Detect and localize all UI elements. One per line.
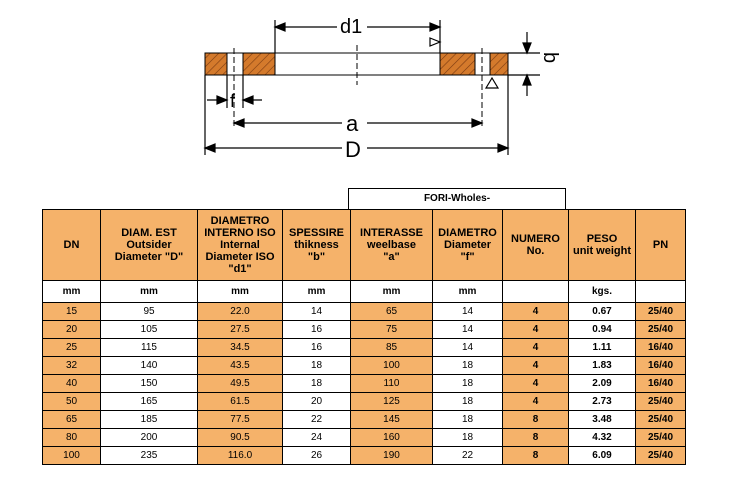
header-hole-diameter [433,210,503,281]
flange-drawing [0,0,736,185]
cell-unit-weight: 3.48 [569,411,636,429]
header-outside-diameter [101,210,198,281]
cell-wheelbase: 65 [351,303,433,321]
label-a: a [346,111,359,136]
cell-outside-diameter: 140 [101,357,198,375]
cell-hole-number: 4 [503,339,569,357]
header-pn [636,210,686,281]
cell-pn: 25/40 [636,303,686,321]
unit-pn [636,281,686,303]
cell-hole-diameter: 18 [433,393,503,411]
table-row [43,357,686,375]
cell-thickness: 20 [283,393,351,411]
cell-pn: 25/40 [636,411,686,429]
cell-dn: 32 [43,357,101,375]
section-right-outer [490,53,508,75]
cell-hole-diameter: 18 [433,375,503,393]
header-dn [43,210,101,281]
cell-wheelbase: 110 [351,375,433,393]
section-right-inner [440,53,475,75]
cell-pn: 25/40 [636,321,686,339]
flange-spec-table [42,209,686,465]
cell-pn: 25/40 [636,393,686,411]
cell-hole-number: 4 [503,393,569,411]
header-wheelbase-line: weelbase [367,239,416,251]
header-unit-weight-line: PESO [586,233,618,245]
table-row [43,375,686,393]
unit-wheelbase: mm [351,281,433,303]
cell-wheelbase: 125 [351,393,433,411]
header-pn-line: PN [652,239,669,251]
cell-thickness: 14 [283,303,351,321]
cell-hole-number: 4 [503,321,569,339]
header-row [43,210,686,281]
cell-internal-diameter: 77.5 [198,411,283,429]
cell-thickness: 18 [283,375,351,393]
cell-dn: 15 [43,303,101,321]
table-row [43,393,686,411]
section-left-inner [243,53,275,75]
cell-outside-diameter: 235 [101,447,198,465]
header-hole-diameter-line: Diameter [443,239,492,251]
header-hole-number [503,210,569,281]
unit-outside-diameter: mm [101,281,198,303]
unit-thickness: mm [283,281,351,303]
cell-thickness: 26 [283,447,351,465]
cell-hole-diameter: 14 [433,303,503,321]
header-outside-diameter-line: DIAM. EST [121,227,177,239]
cell-unit-weight: 0.94 [569,321,636,339]
cell-wheelbase: 75 [351,321,433,339]
cell-outside-diameter: 150 [101,375,198,393]
cell-outside-diameter: 200 [101,429,198,447]
cell-outside-diameter: 185 [101,411,198,429]
cell-hole-number: 8 [503,411,569,429]
header-dn-line: DN [63,239,80,251]
unit-internal-diameter: mm [198,281,283,303]
unit-hole-diameter: mm [433,281,503,303]
cell-unit-weight: 1.83 [569,357,636,375]
header-internal-diameter-line: Internal [220,239,260,251]
cell-pn: 16/40 [636,375,686,393]
cell-hole-diameter: 22 [433,447,503,465]
cell-outside-diameter: 115 [101,339,198,357]
table-row [43,321,686,339]
cell-thickness: 18 [283,357,351,375]
header-thickness [283,210,351,281]
cell-hole-diameter: 18 [433,357,503,375]
cell-pn: 16/40 [636,339,686,357]
cell-thickness: 16 [283,339,351,357]
label-d1: d1 [340,16,363,38]
cell-internal-diameter: 90.5 [198,429,283,447]
cell-hole-diameter: 18 [433,411,503,429]
cell-internal-diameter: 49.5 [198,375,283,393]
unit-hole-number [503,281,569,303]
header-outside-diameter-line: Diameter "D" [114,251,184,263]
header-internal-diameter-line: INTERNO ISO [204,227,276,239]
cell-internal-diameter: 22.0 [198,303,283,321]
cell-unit-weight: 0.67 [569,303,636,321]
cell-unit-weight: 1.11 [569,339,636,357]
table-row [43,429,686,447]
cell-wheelbase: 160 [351,429,433,447]
unit-dn: mm [43,281,101,303]
cell-hole-diameter: 14 [433,339,503,357]
cell-pn: 25/40 [636,429,686,447]
cell-internal-diameter: 34.5 [198,339,283,357]
cell-internal-diameter: 27.5 [198,321,283,339]
header-internal-diameter-line: "d1" [228,263,252,275]
cell-hole-number: 4 [503,357,569,375]
header-thickness-line: "b" [307,251,326,263]
units-row [43,281,686,303]
label-f: f [230,91,236,111]
cell-dn: 25 [43,339,101,357]
table-row [43,339,686,357]
cell-hole-diameter: 14 [433,321,503,339]
header-hole-number-line: NUMERO [511,233,560,245]
cell-dn: 40 [43,375,101,393]
cell-thickness: 16 [283,321,351,339]
cell-unit-weight: 4.32 [569,429,636,447]
cell-unit-weight: 6.09 [569,447,636,465]
header-internal-diameter-line: Diameter ISO [205,251,275,263]
cell-outside-diameter: 105 [101,321,198,339]
cell-dn: 80 [43,429,101,447]
cell-hole-number: 8 [503,447,569,465]
header-hole-number-line: No. [526,245,545,257]
cell-hole-number: 8 [503,429,569,447]
cell-pn: 25/40 [636,447,686,465]
cell-hole-number: 4 [503,375,569,393]
header-thickness-line: thikness [294,239,339,251]
cell-thickness: 22 [283,411,351,429]
header-wheelbase [351,210,433,281]
header-hole-diameter-line: "f" [460,251,475,263]
header-outside-diameter-line: Outsider [126,239,172,251]
table-row [43,411,686,429]
holes-group-header: FORI-Wholes- [348,188,566,209]
cell-wheelbase: 145 [351,411,433,429]
cell-outside-diameter: 95 [101,303,198,321]
cell-internal-diameter: 116.0 [198,447,283,465]
cell-internal-diameter: 43.5 [198,357,283,375]
cell-dn: 20 [43,321,101,339]
header-wheelbase-line: INTERASSE [360,227,423,239]
section-left-outer [205,53,227,75]
cell-dn: 65 [43,411,101,429]
cell-thickness: 24 [283,429,351,447]
label-b: b [539,52,561,64]
cell-wheelbase: 100 [351,357,433,375]
cell-hole-number: 4 [503,303,569,321]
cell-pn: 16/40 [636,357,686,375]
header-unit-weight-line: unit weight [572,245,632,257]
header-unit-weight [569,210,636,281]
cell-unit-weight: 2.09 [569,375,636,393]
cell-internal-diameter: 61.5 [198,393,283,411]
cell-hole-diameter: 18 [433,429,503,447]
cell-wheelbase: 190 [351,447,433,465]
header-hole-diameter-line: DIAMETRO [438,227,497,239]
cell-dn: 50 [43,393,101,411]
table-row [43,303,686,321]
unit-unit-weight: kgs. [569,281,636,303]
label-D: D [345,137,361,162]
table-row [43,447,686,465]
header-thickness-line: SPESSIRE [288,227,345,239]
header-wheelbase-line: "a" [383,251,400,263]
cell-dn: 100 [43,447,101,465]
cell-outside-diameter: 165 [101,393,198,411]
header-internal-diameter [198,210,283,281]
header-internal-diameter-line: DIAMETRO [210,215,270,227]
cell-wheelbase: 85 [351,339,433,357]
cell-unit-weight: 2.73 [569,393,636,411]
